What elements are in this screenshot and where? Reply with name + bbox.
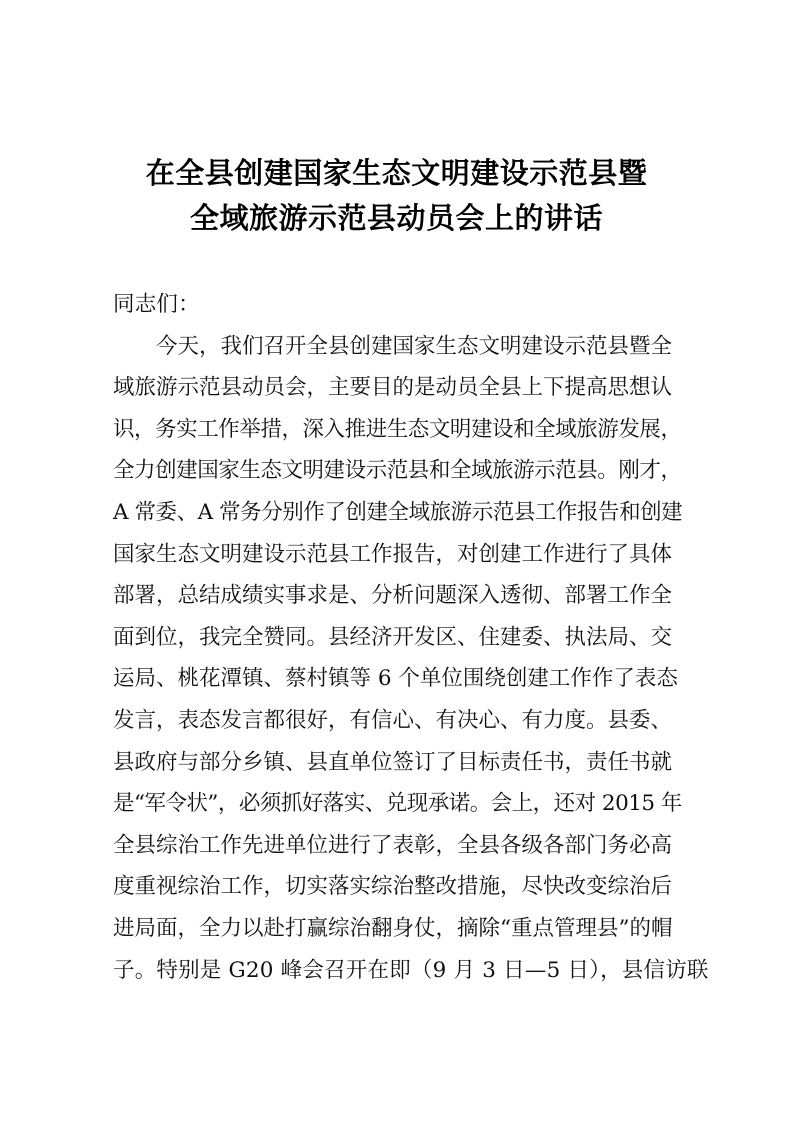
body-line: 全县综治工作先进单位进行了表彰，全县各级各部门务必高	[113, 832, 673, 858]
body-line: 子。特别是 G20 峰会召开在即（9 月 3 日—5 日），县信访联	[113, 957, 709, 983]
body-line: 国家生态文明建设示范县工作报告，对创建工作进行了具体	[113, 541, 673, 567]
body-line: 是“军令状”，必须抓好落实、兑现承诺。会上，还对 2015 年	[113, 791, 682, 817]
body-line: 识，务实工作举措，深入推进生态文明建设和全域旅游发展，	[113, 416, 682, 442]
title-line-2: 全域旅游示范县动员会上的讲话	[189, 203, 603, 235]
body-line: 运局、桃花潭镇、蔡村镇等 6 个单位围绕创建工作作了表态	[113, 666, 678, 692]
salutation: 同志们：	[113, 292, 200, 317]
title-line-1: 在全县创建国家生态文明建设示范县暨	[145, 158, 648, 190]
body-line: 域旅游示范县动员会，主要目的是动员全县上下提高思想认	[113, 375, 673, 401]
body-line: 全力创建国家生态文明建设示范县和全域旅游示范县。刚才，	[113, 458, 682, 484]
body-line: 今天，我们召开全县创建国家生态文明建设示范县暨全	[156, 333, 673, 359]
body-line: A 常委、A 常务分别作了创建全域旅游示范县工作报告和创建	[113, 499, 683, 525]
document-body	[113, 284, 709, 991]
body-line: 发言，表态发言都很好，有信心、有决心、有力度。县委、	[113, 707, 673, 733]
page-title	[113, 152, 680, 242]
body-line: 面到位，我完全赞同。县经济开发区、住建委、执法局、交	[113, 624, 673, 650]
body-line: 度重视综治工作，切实落实综治整改措施，尽快改变综治后	[113, 874, 673, 900]
body-line: 进局面，全力以赴打赢综治翻身仗，摘除“重点管理县”的帽	[113, 915, 673, 941]
body-line: 县政府与部分乡镇、县直单位签订了目标责任书，责任书就	[113, 749, 673, 775]
body-paragraph	[113, 326, 709, 992]
body-line: 部署，总结成绩实事求是、分析问题深入透彻、部署工作全	[113, 583, 673, 609]
